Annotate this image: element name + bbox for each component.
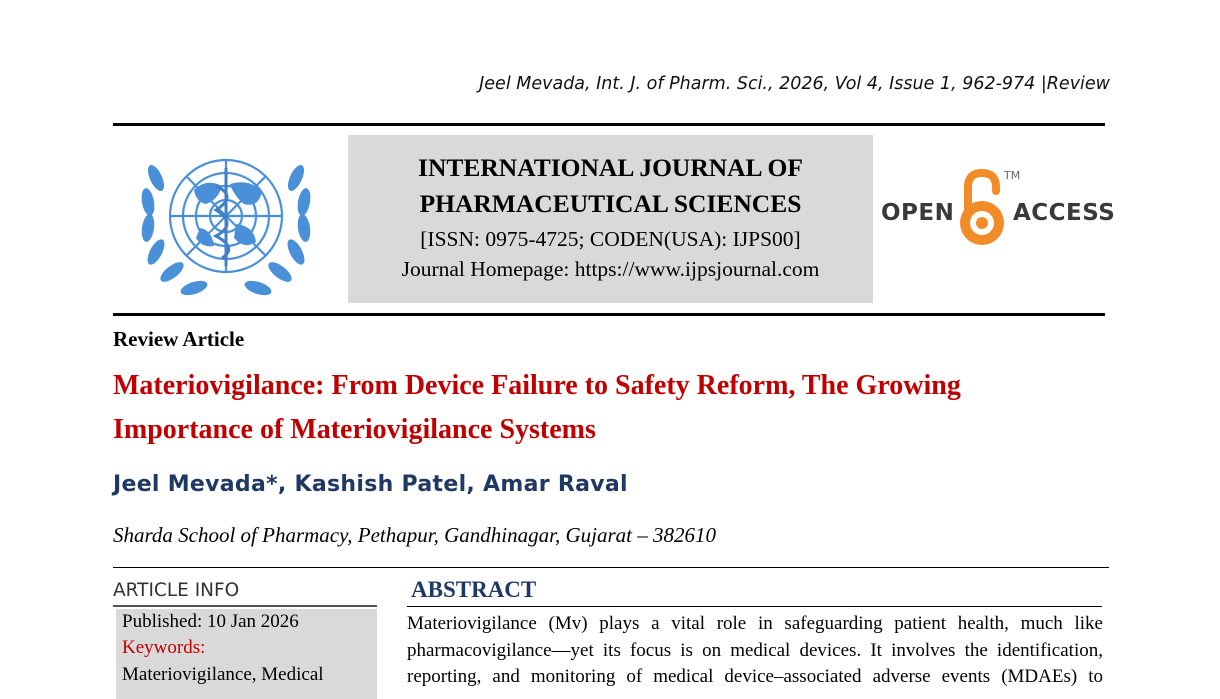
- trademark-mark: TM: [1004, 169, 1021, 182]
- article-title: [113, 364, 1113, 452]
- article-info-heading: ARTICLE INFO: [113, 580, 240, 601]
- journal-homepage: Journal Homepage: https://www.ijpsjournal.com: [401, 257, 820, 281]
- article-info-rule: [113, 605, 377, 607]
- abstract-body: [407, 611, 1103, 691]
- header-rule-top: [113, 123, 1105, 126]
- journal-title-line1: INTERNATIONAL JOURNAL OF: [418, 153, 803, 182]
- journal-issn: [ISSN: 0975-4725; CODEN(USA): IJPS00]: [420, 227, 801, 251]
- article-title-line2: Importance of Materiovigilance Systems: [113, 414, 596, 445]
- running-head: Jeel Mevada, Int. J. of Pharm. Sci., 2026, Vol 4, Issue 1, 962-974 |Review: [479, 74, 1110, 94]
- journal-title: [348, 150, 873, 222]
- abstract-line: reporting, and monitoring of medical device–associated adverse events (MDAEs) to: [407, 666, 1103, 687]
- open-access-word-open: OPEN: [881, 200, 955, 226]
- open-access-logo: [878, 165, 1116, 255]
- un-emblem-icon: [126, 138, 326, 306]
- affiliation-rule: [113, 567, 1109, 568]
- keywords-label: Keywords:: [122, 637, 206, 658]
- keywords-value: Materiovigilance, Medical: [122, 664, 324, 685]
- abstract-rule: [407, 606, 1102, 607]
- open-access-word-access: ACCESS: [1013, 200, 1116, 226]
- article-info-box: [116, 609, 377, 699]
- article-title-line1: Materiovigilance: From Device Failure to Safety Reform, The Growing: [113, 370, 961, 401]
- published-date: Published: 10 Jan 2026: [122, 611, 299, 632]
- abstract-line: Materiovigilance (Mv) plays a vital role in safeguarding patient health, much like: [407, 613, 1103, 634]
- article-type: Review Article: [113, 327, 245, 351]
- author-affiliation: Sharda School of Pharmacy, Pethapur, Gandhinagar, Gujarat – 382610: [113, 523, 716, 547]
- header-rule-bottom: [113, 313, 1105, 316]
- journal-title-line2: PHARMACEUTICAL SCIENCES: [419, 189, 802, 218]
- abstract-line: pharmacovigilance—yet its focus is on medical devices. It involves the identification,: [407, 639, 1103, 661]
- journal-masthead: [348, 135, 873, 303]
- abstract-heading: ABSTRACT: [411, 577, 537, 602]
- article-authors: Jeel Mevada*, Kashish Patel, Amar Raval: [113, 472, 628, 497]
